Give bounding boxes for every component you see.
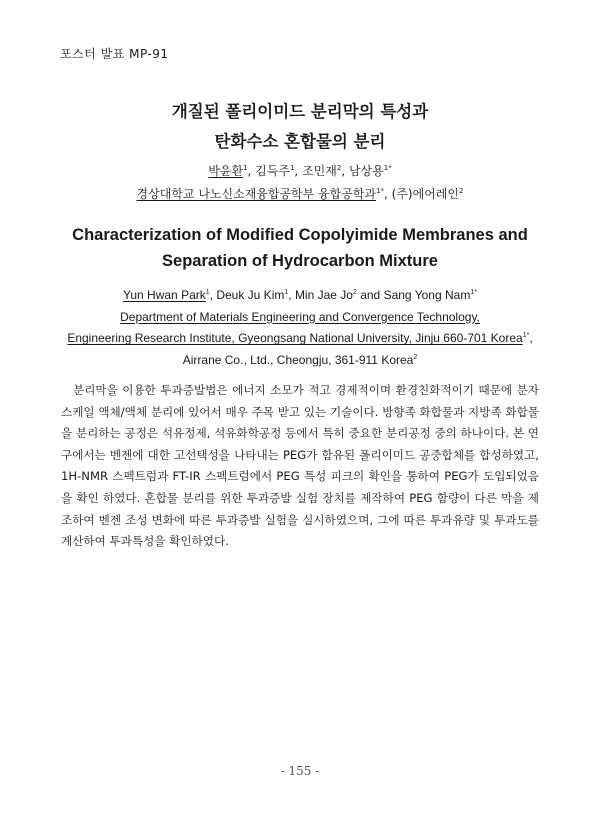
author-name: Min Jae Jo — [294, 288, 353, 302]
author-affiliation-mark: 1 — [289, 164, 295, 172]
author-name: Deuk Ju Kim — [216, 288, 285, 302]
english-title — [0, 222, 600, 274]
english-title-line-2: Separation of Hydrocarbon Mixture — [162, 252, 438, 270]
affiliation-mark: 2 — [458, 187, 464, 195]
author-affiliation-mark: 1 — [243, 164, 248, 172]
english-title-line-1: Characterization of Modified Copolyimide Membranes and — [72, 226, 528, 244]
author-separator: , — [294, 164, 303, 178]
affiliation-mark: 1* — [522, 332, 530, 339]
page-number: - 155 - — [280, 764, 320, 778]
korean-author-list — [0, 160, 600, 183]
korean-title-line-2: 탄화수소 혼합물의 분리 — [214, 132, 386, 151]
affiliation-punctuation: , — [529, 331, 533, 345]
affiliation-separator: , — [384, 187, 392, 201]
author-affiliation-mark: 1* — [470, 289, 477, 296]
affiliation-mark: 1* — [376, 187, 384, 195]
english-affiliation-line-1: Department of Materials Engineering and Convergence Technology, — [120, 309, 480, 324]
author-separator: , — [247, 164, 256, 178]
affiliation-mark: 2 — [413, 353, 418, 361]
affiliation-name: Airrane Co., Ltd., Cheongju, 361-911 Korea — [182, 352, 414, 367]
author-name: 남상용 — [348, 164, 384, 178]
author-affiliation-mark: 2 — [352, 289, 357, 296]
author-affiliation-mark: 1* — [383, 164, 392, 172]
author-name: Sang Yong Nam — [383, 288, 471, 302]
korean-title — [0, 97, 600, 157]
author-name: Yun Hwan Park — [123, 288, 206, 302]
poster-session-tag: 포스터 발표 MP-91 — [60, 47, 169, 61]
author-separator: , — [341, 164, 349, 178]
author-separator: , — [209, 288, 217, 302]
author-affiliation-mark: 1 — [284, 289, 289, 296]
korean-affiliations — [0, 183, 600, 206]
author-affiliation-mark: 1 — [205, 289, 210, 296]
author-conjunction: and — [356, 288, 384, 302]
english-affiliation-line-2 — [0, 328, 600, 350]
author-name: 조민재 — [302, 164, 337, 178]
korean-title-line-1: 개질된 폴리이미드 분리막의 특성과 — [171, 102, 429, 121]
affiliation-name: (주)에어레인 — [391, 187, 459, 201]
affiliation-name: 경상대학교 나노신소재융합공학부 융합공학과 — [136, 187, 377, 201]
author-name: 박윤환 — [208, 164, 244, 178]
english-authors — [0, 285, 600, 371]
abstract-paragraph: 분리막을 이용한 투과증발법은 에너지 소모가 적고 경제적이며 환경친화적이기 때문에 분자스케일 액체/액체 분리에 있어서 매우 주목 받고 있는 기술이다. 방향족 화합물과 지방족 화합물을 분리하는 공정은 석유정제, 석유화학공정 등에서 특히 중요한 분리공정 중의 하나이다. 본 연구에서는 벤젠에 대한 고선택성을 나타내는 PEG가 함유된 폴리이미드 공중합체를 합성하였고, 1H-NMR 스펙트럼과 FT-IR 스펙트럼에서 PEG 특성 피크의 확인을 통하여 PEG가 도입되었음을 확인 하였다. 혼합물 분리를 위한 투과증발 실험 장치를 제작하여 PEG 함량이 다른 막을 제조하여 벤젠 조성 변화에 따른 투과증발 실험을 실시하였으며, 그에 따른 투과유량 및 투과도를 계산하여 투과특성을 확인하였다. — [61, 383, 539, 549]
korean-authors — [0, 160, 600, 206]
author-affiliation-mark: 2 — [336, 164, 342, 172]
author-separator: , — [288, 288, 295, 302]
english-affiliation-line-3 — [0, 350, 600, 372]
english-author-list — [0, 285, 600, 307]
author-name: 김득주 — [255, 164, 290, 178]
affiliation-name: Engineering Research Institute, Gyeongsang National University, Jinju 660-701 Korea — [67, 331, 523, 345]
